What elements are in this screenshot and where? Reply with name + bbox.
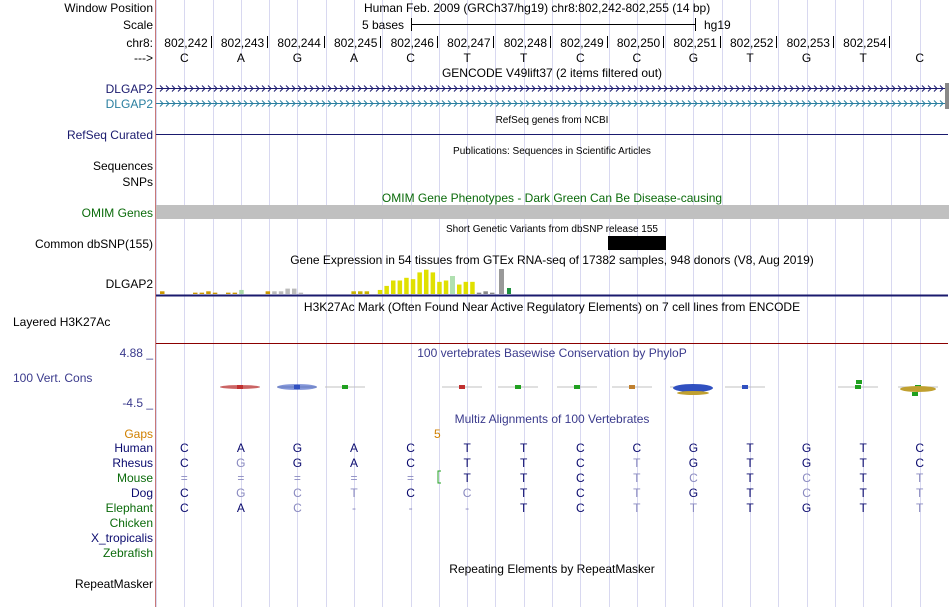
alignment-base: T <box>520 456 528 470</box>
gtex-bar <box>160 291 165 294</box>
alignment-base: C <box>915 456 925 470</box>
position-label: 802,246 <box>390 36 434 50</box>
alignment-base: G <box>801 501 812 515</box>
alignment-base: - <box>465 501 470 515</box>
dbsnp-label[interactable]: Common dbSNP(155) <box>34 237 153 251</box>
alignment-base: C <box>575 441 585 455</box>
cons-logo <box>900 386 936 392</box>
cons-min-label: -4.5 _ <box>122 396 153 410</box>
species-label[interactable]: Dog <box>130 486 153 500</box>
alignment-base: T <box>520 486 528 500</box>
base-letter: G <box>292 51 303 65</box>
alignment-base: C <box>179 501 189 515</box>
alignment-base: A <box>236 441 245 455</box>
alignment-base: T <box>633 486 641 500</box>
species-label[interactable]: Chicken <box>109 516 153 530</box>
base-letter: C <box>915 51 925 65</box>
cons-mark <box>515 385 521 389</box>
cons-logo <box>677 391 709 395</box>
gaps-label: Gaps <box>124 427 153 441</box>
alignment-base: T <box>916 486 924 500</box>
strand-label: ---> <box>134 51 153 65</box>
alignment-base: C <box>689 471 698 485</box>
base-letter: C <box>575 51 585 65</box>
gtex-label[interactable]: DLGAP2 <box>105 277 153 291</box>
gtex-bar <box>200 293 205 294</box>
alignment-base: T <box>689 501 698 515</box>
alignment-base: T <box>859 471 867 485</box>
omim-label[interactable]: OMIM Genes <box>81 206 153 220</box>
base-letter: T <box>463 51 471 65</box>
alignment-base: C <box>406 441 415 455</box>
gtex-bar <box>272 291 277 294</box>
gtex-bar <box>398 281 403 295</box>
position-label: 802,243 <box>220 36 265 50</box>
alignment-base: T <box>463 441 471 455</box>
gtex-bar <box>193 293 198 294</box>
alignment-base: T <box>859 501 867 515</box>
position-label: 802,248 <box>503 36 548 50</box>
window-position-label: Window Position <box>64 1 153 15</box>
base-letter: G <box>688 51 699 65</box>
cons-mark <box>855 385 861 389</box>
gtex-bar <box>490 293 495 294</box>
gtex-bar <box>464 282 469 294</box>
alignment-base: T <box>463 456 471 470</box>
alignment-base: C <box>179 456 189 470</box>
alignment-base: C <box>462 486 472 500</box>
base-letter: T <box>859 51 867 65</box>
repeat-label[interactable]: RepeatMasker <box>74 577 153 591</box>
scale-db: hg19 <box>704 18 731 32</box>
gtex-bar <box>206 291 211 294</box>
position-label: 802,245 <box>334 36 378 50</box>
base-letter: G <box>801 51 812 65</box>
refseq-label[interactable]: RefSeq Curated <box>66 128 153 142</box>
alignment-base: C <box>293 486 302 500</box>
gencode-title[interactable]: GENCODE V49lift37 (2 items filtered out) <box>441 66 663 80</box>
alignment-base: G <box>801 441 812 455</box>
position-label: 802,242 <box>164 36 208 50</box>
alignment-base: T <box>916 501 924 515</box>
gtex-bar <box>470 282 475 294</box>
alignment-base: T <box>350 486 358 500</box>
alignment-base: T <box>746 486 754 500</box>
gtex-bar <box>411 279 416 294</box>
gencode-item-1[interactable]: DLGAP2 <box>105 82 153 96</box>
gtex-bar <box>279 291 284 294</box>
gtex-bar <box>292 289 297 294</box>
alignment-base: G <box>688 486 699 500</box>
alignment-base: C <box>802 471 811 485</box>
cons-mark <box>856 380 862 384</box>
omim-title[interactable]: OMIM Gene Phenotypes - Dark Green Can Be Disease-causing <box>381 191 723 205</box>
gtex-bar <box>499 269 504 294</box>
gtex-bar <box>457 285 462 294</box>
gtex-bar <box>450 276 455 294</box>
cons-logo <box>220 385 260 389</box>
base-letter: C <box>632 51 642 65</box>
alignment-base: C <box>293 501 302 515</box>
gtex-bar <box>404 278 409 294</box>
gtex-bar <box>391 281 396 295</box>
gene-end-marker <box>945 83 949 109</box>
base-letter: T <box>746 51 754 65</box>
alignment-base: G <box>292 456 303 470</box>
gtex-bar <box>444 281 449 295</box>
dbsnp-title[interactable]: Short Genetic Variants from dbSNP release 155 <box>446 224 658 235</box>
window-position-text: Human Feb. 2009 (GRCh37/hg19) chr8:802,242-802,255 (14 bp) <box>364 1 711 15</box>
cons-logo <box>277 384 317 390</box>
pubs-title[interactable]: Publications: Sequences in Scientific Articles <box>453 146 651 157</box>
alignment-base: = <box>407 471 415 485</box>
alignment-base: T <box>633 471 641 485</box>
alignment-base: A <box>349 441 359 455</box>
position-label: 802,244 <box>277 36 321 50</box>
alignment-base: C <box>575 501 585 515</box>
base-letter: A <box>236 51 245 65</box>
alignment-base: C <box>575 456 585 470</box>
cons-max-label: 4.88 _ <box>119 346 153 360</box>
gtex-bar <box>239 290 244 294</box>
cons-title[interactable]: 100 vertebrates Basewise Conservation by PhyloP <box>417 346 687 360</box>
alignment-base: C <box>179 441 189 455</box>
gtex-bar <box>285 289 290 294</box>
cons-mark <box>629 385 635 389</box>
species-label[interactable]: Rhesus <box>112 456 153 470</box>
alignment-base: T <box>633 501 641 515</box>
gtex-bar <box>358 291 363 294</box>
alignment-base: = <box>293 471 301 485</box>
alignment-base: T <box>463 471 471 485</box>
gtex-bar <box>477 293 482 294</box>
alignment-base: G <box>236 456 246 470</box>
position-label: 802,251 <box>673 36 717 50</box>
gtex-bar <box>365 291 370 294</box>
gtex-bar <box>424 270 429 294</box>
gtex-bar <box>384 286 389 294</box>
base-letter: C <box>406 51 415 65</box>
alignment-base: T <box>859 441 867 455</box>
multiz-title[interactable]: Multiz Alignments of 100 Vertebrates <box>454 412 650 426</box>
chrom-label: chr8: <box>126 36 153 50</box>
gtex-bar <box>226 293 231 294</box>
alignment-base: G <box>236 486 246 500</box>
alignment-base: T <box>520 471 528 485</box>
alignment-base: T <box>746 471 754 485</box>
position-label: 802,253 <box>786 36 830 50</box>
gtex-bar <box>483 291 488 294</box>
alignment-base: C <box>179 486 189 500</box>
gtex-bar <box>213 293 218 294</box>
alignment-base: = <box>180 471 188 485</box>
alignment-base: A <box>349 456 359 470</box>
cons-mark <box>459 385 465 389</box>
alignment-base: T <box>859 486 867 500</box>
position-label: 802,247 <box>447 36 491 50</box>
gtex-bar <box>437 282 442 294</box>
alignment-base: C <box>406 486 415 500</box>
alignment-base: G <box>688 456 699 470</box>
alignment-base: G <box>688 441 699 455</box>
gtex-bar <box>266 291 271 294</box>
cons-mark <box>342 385 348 389</box>
scale-label: Scale <box>122 18 153 32</box>
alignment-base: - <box>352 501 356 515</box>
alignment-base: A <box>236 501 245 515</box>
alignment-base: T <box>520 441 528 455</box>
gtex-bar <box>351 291 356 294</box>
alignment-base: C <box>632 441 642 455</box>
base-letter: A <box>349 51 359 65</box>
gtex-bar <box>233 293 238 294</box>
scale-text: 5 bases <box>362 18 405 32</box>
h3k27ac-label[interactable]: Layered H3K27Ac <box>13 315 111 329</box>
position-label: 802,252 <box>730 36 774 50</box>
omim-bar <box>156 205 949 219</box>
cons-label[interactable]: 100 Vert. Cons <box>13 371 93 385</box>
base-letter: C <box>179 51 189 65</box>
species-label[interactable]: Human <box>114 441 153 455</box>
cons-mark <box>742 385 748 389</box>
species-label[interactable]: X_tropicalis <box>90 531 153 545</box>
gtex-bar <box>417 272 422 294</box>
alignment-base: = <box>237 471 245 485</box>
alignment-base: T <box>633 456 641 470</box>
species-label[interactable]: Zebrafish <box>102 546 153 560</box>
gap-count: 5 <box>434 427 441 441</box>
gencode-item-2[interactable]: DLGAP2 <box>105 97 153 111</box>
gtex-bar <box>431 272 436 294</box>
alignment-base: = <box>350 471 358 485</box>
alignment-base: C <box>575 486 585 500</box>
alignment-base: T <box>746 456 754 470</box>
gtex-bar <box>507 288 511 294</box>
alignment-base: G <box>801 456 812 470</box>
cons-logo <box>673 384 713 392</box>
pubs-label[interactable]: Sequences <box>92 159 153 173</box>
alignment-base: C <box>915 441 925 455</box>
gtex-bar <box>378 290 383 294</box>
species-label[interactable]: Elephant <box>105 501 153 515</box>
alignment-base: T <box>746 501 754 515</box>
alignment-base: T <box>746 441 754 455</box>
alignment-base: T <box>916 471 924 485</box>
cons-mark <box>912 392 918 396</box>
gtex-title[interactable]: Gene Expression in 54 tissues from GTEx RNA-seq of 17382 samples, 948 donors (V8, Aug 2019) <box>290 253 814 267</box>
cons-mark <box>574 385 580 389</box>
snps-label[interactable]: SNPs <box>122 175 153 189</box>
position-label: 802,254 <box>843 36 887 50</box>
alignment-base: G <box>292 441 303 455</box>
alignment-base: T <box>859 456 867 470</box>
position-label: 802,250 <box>616 36 661 50</box>
dbsnp-variant <box>608 236 666 250</box>
repeat-title[interactable]: Repeating Elements by RepeatMasker <box>449 562 655 576</box>
position-label: 802,249 <box>560 36 604 50</box>
alignment-base: C <box>575 471 585 485</box>
alignment-base: C <box>406 456 415 470</box>
alignment-base: C <box>802 486 811 500</box>
species-label[interactable]: Mouse <box>116 471 153 485</box>
gtex-bar <box>299 293 304 294</box>
alignment-base: T <box>520 501 528 515</box>
refseq-title[interactable]: RefSeq genes from NCBI <box>495 115 609 126</box>
alignment-base: - <box>408 501 413 515</box>
h3k27ac-title[interactable]: H3K27Ac Mark (Often Found Near Active Regulatory Elements) on 7 cell lines from ENCODE <box>303 300 801 314</box>
base-letter: T <box>520 51 528 65</box>
